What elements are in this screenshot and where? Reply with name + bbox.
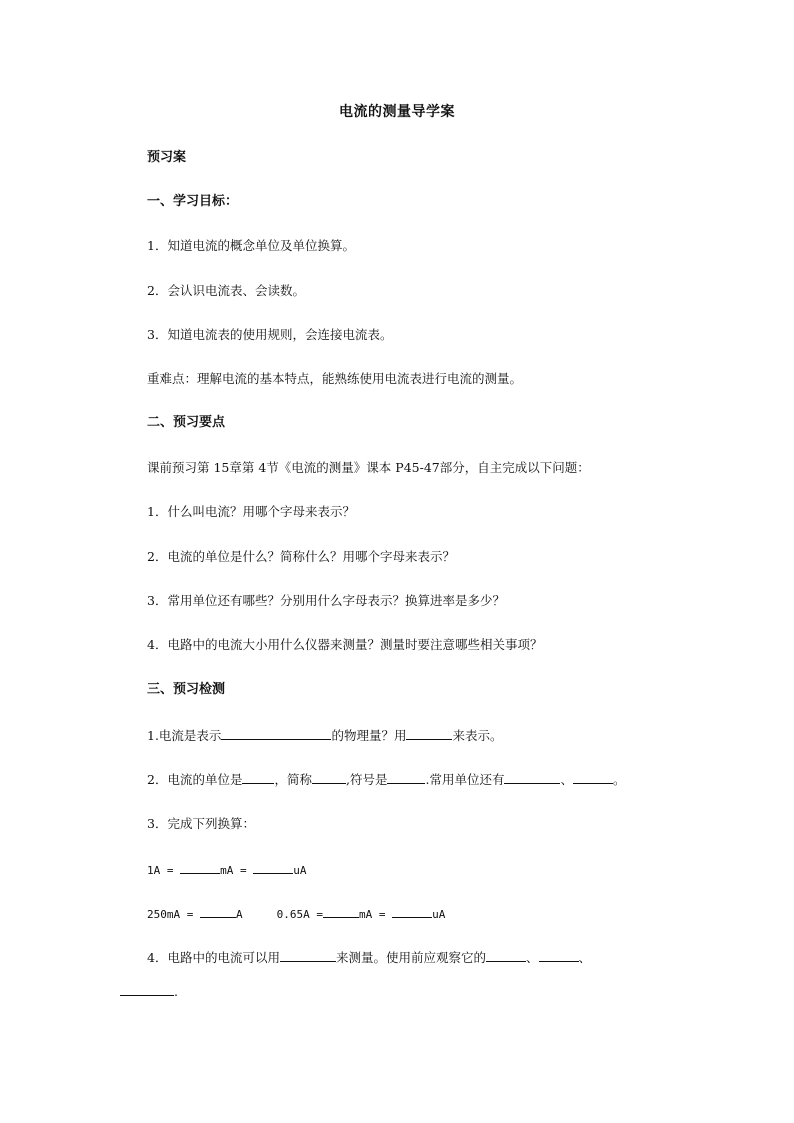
goal-1: 1．知道电流的概念单位及单位换算。 [147, 238, 355, 253]
blank [312, 771, 346, 784]
blank [392, 905, 432, 918]
question-3: 3．常用单位还有哪些？分别用什么字母表示？换算进率是多少？ [147, 593, 505, 608]
test-item-3: 3．完成下列换算： [147, 816, 255, 831]
question-2: 2．电流的单位是什么？简称什么？用哪个字母来表示？ [147, 549, 455, 564]
blank [504, 771, 560, 784]
blank [280, 949, 336, 962]
blank [406, 727, 452, 740]
blank [486, 949, 526, 962]
document-title: 电流的测量导学案 [339, 104, 455, 120]
conversion-row-1: 1A = mA = uA [147, 861, 307, 879]
heading-learning-goals: 一、学习目标： [147, 194, 239, 209]
heading-preview-test: 三、预习检测 [147, 682, 226, 697]
question-1: 1．什么叫电流？用哪个字母来表示？ [147, 504, 355, 519]
blank [539, 949, 579, 962]
goal-2: 2．会认识电流表、会读数。 [147, 283, 305, 298]
section-preview: 预习案 [147, 150, 187, 165]
blank [221, 727, 331, 740]
blank [573, 771, 613, 784]
preview-intro: 课前预习第 15章第 4节《电流的测量》课本 P45-47部分，自主完成以下问题： [147, 460, 590, 475]
blank [323, 905, 359, 918]
test-item-4: 4．电路中的电流可以用 来测量。使用前应观察它的 、 、 [147, 950, 592, 965]
blank [120, 983, 174, 996]
blank [200, 905, 236, 918]
conversion-row-2: 250mA = A 0.65A = mA = uA [147, 905, 445, 923]
blank [387, 771, 425, 784]
test-item-2: 2．电流的单位是 ，简称 ,符号是 .常用单位还有 、 。 [147, 772, 626, 787]
key-point: 重难点：理解电流的基本特点，能熟练使用电流表进行电流的测量。 [147, 371, 523, 386]
blank [180, 861, 220, 874]
test-item-4-continued: . [120, 983, 178, 1000]
test-item-1: 1.电流是表示 的物理量？用 来表示。 [147, 728, 503, 743]
blank [253, 861, 293, 874]
heading-preview-points: 二、预习要点 [147, 415, 226, 430]
goal-3: 3．知道电流表的使用规则，会连接电流表。 [147, 327, 393, 342]
blank [242, 771, 274, 784]
question-4: 4．电路中的电流大小用什么仪器来测量？测量时要注意哪些相关事项？ [147, 637, 543, 652]
